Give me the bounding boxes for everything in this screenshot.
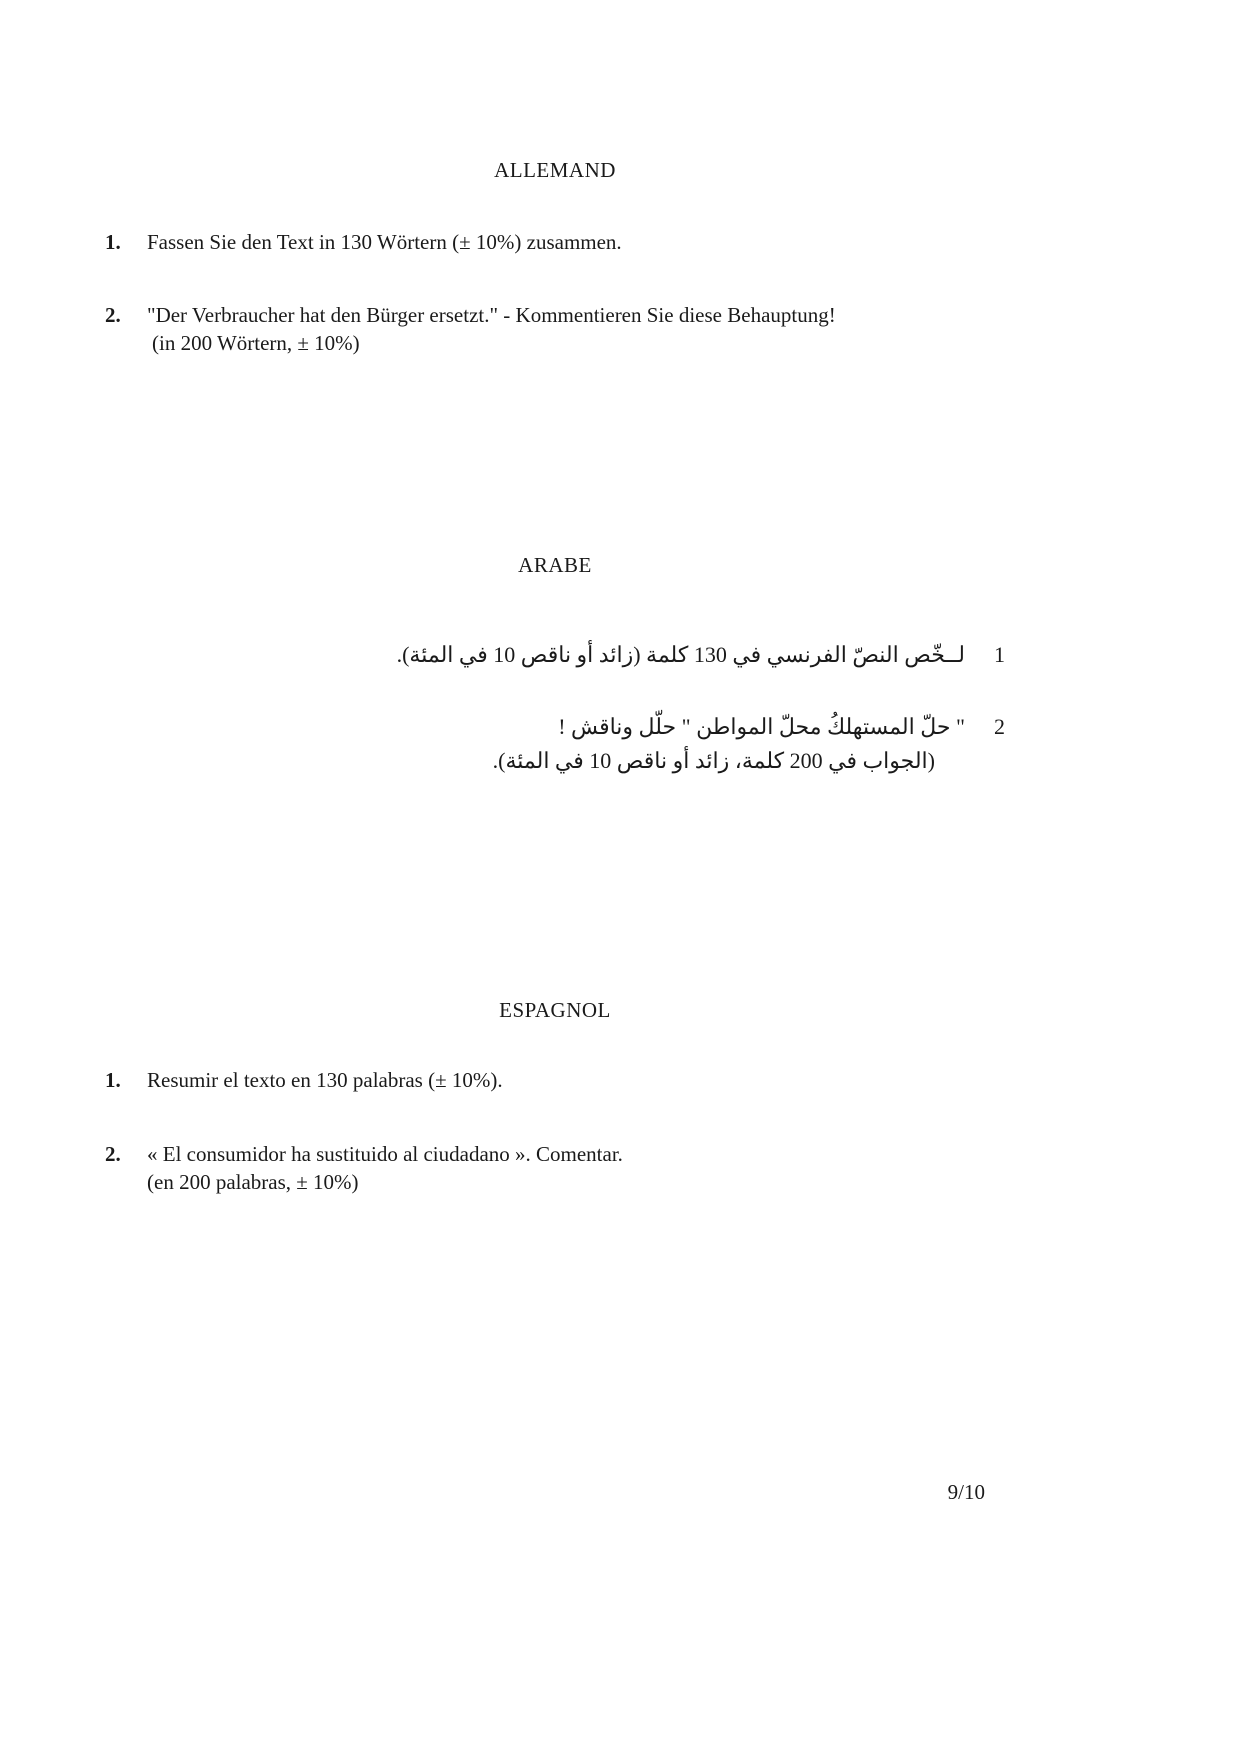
item-number: 1.: [105, 1068, 121, 1092]
item-text-line1: "Der Verbraucher hat den Bürger ersetzt." - Kommentieren Sie diese Behauptung!: [147, 303, 836, 327]
allemand-item-2: [105, 301, 1005, 358]
item-number: 2.: [105, 303, 121, 327]
item-text: " حلّ المستهلكُ محلّ المواطن " حلّل وناقش !: [558, 714, 965, 739]
allemand-item-1: [105, 228, 1005, 256]
item-text-line2: (الجواب في 200 كلمة، زائد أو ناقص 10 في المئة).: [492, 748, 935, 774]
item-text: [147, 301, 1005, 358]
item-text: [147, 1140, 1005, 1197]
page-number: 9/10: [947, 1480, 985, 1504]
item-number: 2: [994, 714, 1005, 739]
item-text: Fassen Sie den Text in 130 Wörtern (± 10%) zusammen.: [147, 230, 622, 254]
arabe-item-2: [105, 710, 1005, 778]
item-text: Resumir el texto en 130 palabras (± 10%).: [147, 1068, 503, 1092]
section-heading-allemand: ALLEMAND: [494, 158, 616, 182]
item-number: 1: [994, 642, 1005, 667]
item-text-line2: (in 200 Wörtern, ± 10%): [152, 331, 360, 356]
arabe-item-1: [105, 638, 1005, 672]
item-number: 1.: [105, 230, 121, 254]
item-text-line2: (en 200 palabras, ± 10%): [147, 1170, 359, 1195]
espagnol-item-2: [105, 1140, 1005, 1197]
item-text-line1: « El consumidor ha sustituido al ciudadano ». Comentar.: [147, 1142, 623, 1166]
item-text: لــخّص النصّ الفرنسي في 130 كلمة (زائد أو ناقص 10 في المئة).: [396, 642, 965, 667]
item-number: 2.: [105, 1142, 121, 1166]
section-heading-arabe: ARABE: [518, 553, 592, 577]
section-heading-espagnol: ESPAGNOL: [499, 998, 611, 1022]
espagnol-item-1: [105, 1066, 1005, 1094]
